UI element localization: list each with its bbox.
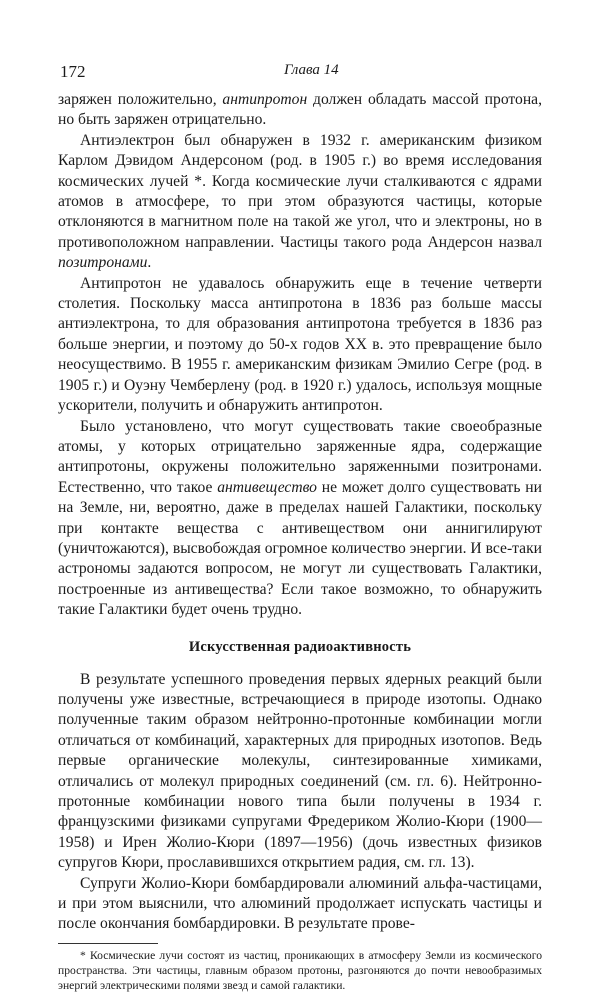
paragraph-antiproton-discovery: Антипротон не удавалось обнаружить еще в течение четверти столетия. Поскольку масса антипротона в 1836 раз больше массы антиэлектрона, то для образования антипротона требуется в 1836 раз больше энергии, и поэтому до 50-х годов XX в. это превращение было неосуществимо. В 1955 г. американским физикам Эмилио Сегре (род. в 1905 г.) и Оуэну Чемберлену (род. в 1920 г.) удалось, используя мощные ускорители, получить и обнаружить антипротон. (58, 274, 542, 415)
term-antimatter: антивещество (217, 478, 317, 496)
term-positrons: позитронами (58, 254, 148, 272)
term-antiproton: антипротон (222, 91, 308, 108)
book-page (58, 56, 542, 993)
paragraph-antiproton-intro: заряжен положительно, антипротон должен обладать массой протона, но быть заряжен отрицательно. (58, 91, 542, 129)
paragraph-joliot-curie: Супруги Жолио-Кюри бомбардировали алюминий альфа-частицами, и при этом выяснили, что алюминий продолжает испускать частицы и после окончания бомбардировки. В результате прове- (58, 874, 542, 933)
chapter-title: Глава 14 (284, 62, 339, 78)
paragraph-artificial-radioactivity: В результате успешного проведения первых ядерных реакций были получены уже известные, встречающиеся в природе изотопы. Однако полученные таким образом нейтронно-протонные комбинации могли отличаться от комбинаций, характерных для природных изотопов. Ведь первые органические молекулы, синтезированные химиками, отличались от молекул природных соединений (см. гл. 6). Нейтронно-протонные комбинации нового типа были получены в 1934 г. французскими физиками супругами Фредериком Жолио-Кюри (1900—1958) и Ирен Жолио-Кюри (1897—1956) (дочь известных физиков супругов Кюри, прославившихся открытием радия, см. гл. 13). (58, 670, 542, 872)
running-header (58, 56, 542, 90)
footnote-divider (58, 943, 158, 944)
page-number: 172 (60, 62, 86, 81)
footnote (58, 948, 542, 993)
paragraph-antimatter: Было установлено, что могут существовать такие своеобразные атомы, у которых отрицательно заряженные ядра, содержащие антипротоны, окружены положительно заряженными позитронами. Естественно, что такое антивещество не может долго существовать ни на Земле, ни, вероятно, даже в пределах нашей Галактики, поскольку при контакте вещества с антивеществом они аннигилируют (уничтожаются), высвобождая огромное количество энергии. И все-таки астрономы задаются вопросом, не могут ли существовать Галактики, построенные из антивещества? Если такое возможно, то обнаружить такие Галактики будет очень трудно. (58, 417, 542, 619)
section-heading: Искусственная радиоактивность (188, 638, 412, 655)
paragraph-antielectron: Антиэлектрон был обнаружен в 1932 г. американским физиком Карлом Дэвидом Андерсоном (род. в 1905 г.) во время исследования космических лучей *. Когда космические лучи сталкиваются с ядрами атомов в атмосфере, то при этом образуются частицы, которые отклоняются в магнитном поле на такой же угол, что и электроны, но в противоположном направлении. Частицы такого рода Андерсон назвал позитронами. (58, 131, 542, 272)
footnote-text: * Космические лучи состоят из частиц, проникающих в атмосферу Земли из космического пространства. Эти частицы, главным образом протоны, разгоняются до почти невообразимых энергий электрическими полями звезд и самой галактики. (58, 948, 542, 992)
